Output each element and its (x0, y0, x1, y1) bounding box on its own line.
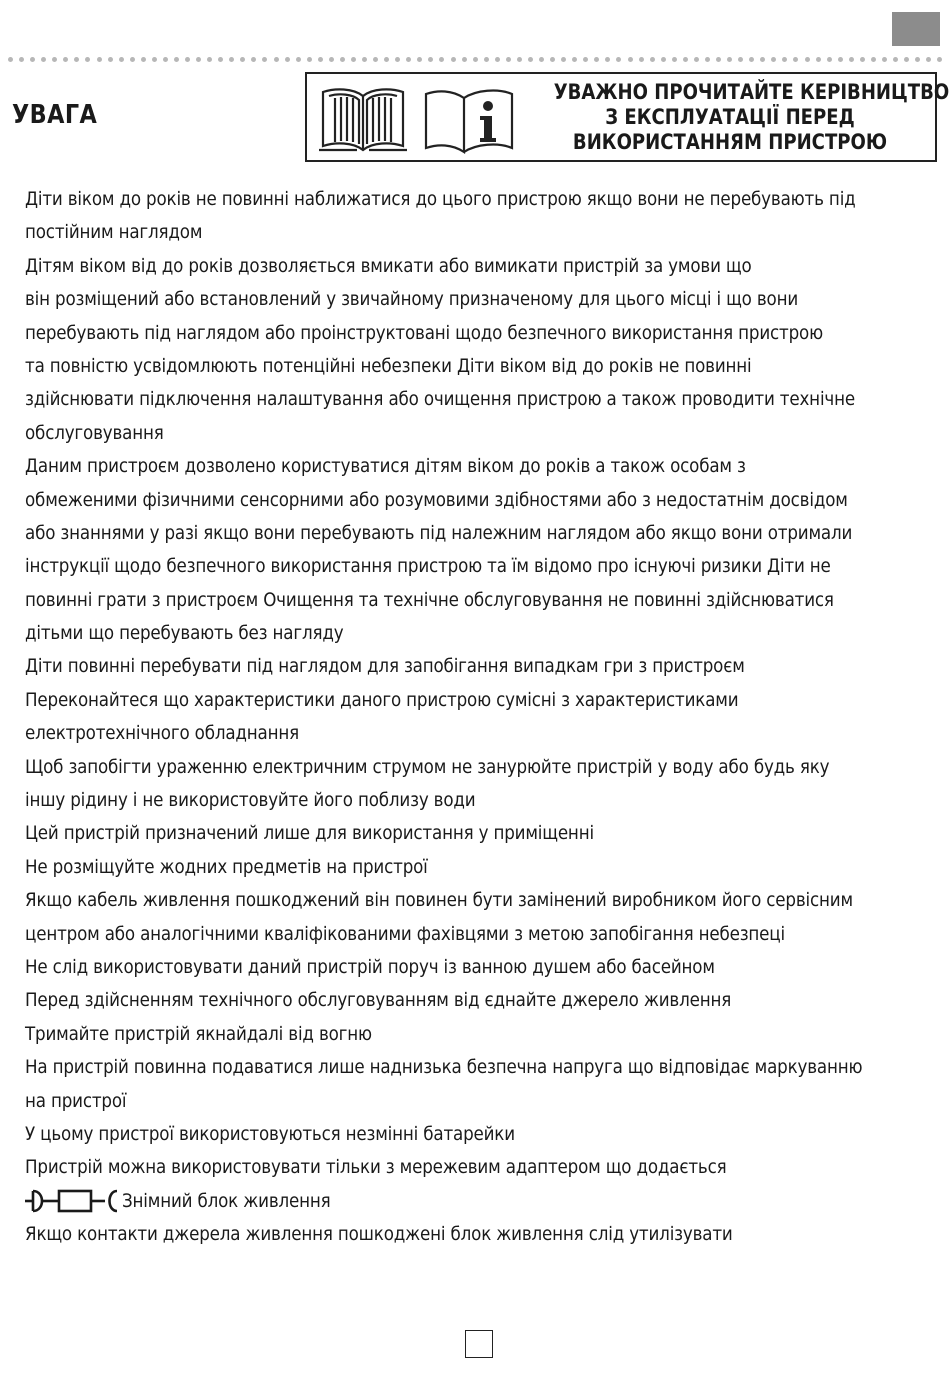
text-line: Не розміщуйте жодних предметів на пристрої (25, 855, 428, 878)
corner-tab (892, 12, 940, 46)
text-line: Пристрій можна використовувати тільки з мережевим адаптером що додається (25, 1156, 727, 1179)
divider-dot (506, 57, 511, 62)
text-line: Якщо контакти джерела живлення пошкоджені блок живлення слід утилізувати (25, 1223, 733, 1246)
divider-dot (296, 57, 301, 62)
divider-dot (539, 57, 544, 62)
warning-heading: УВАГА (12, 100, 98, 130)
text-line: інструкції щодо безпечного використання пристрою та їм відомо про існуючі ризики Діти не (25, 555, 831, 578)
divider-dot (771, 57, 776, 62)
divider-dot (439, 57, 444, 62)
divider-dot (860, 57, 865, 62)
divider-dot (395, 57, 400, 62)
divider-dot (827, 57, 832, 62)
divider-dot (218, 57, 223, 62)
text-line: електротехнічного обладнання (25, 722, 300, 745)
divider-dot (285, 57, 290, 62)
divider-dot (163, 57, 168, 62)
text-line: дітьми що перебувають без нагляду (25, 622, 344, 645)
divider-dot (63, 57, 68, 62)
divider-dot (119, 57, 124, 62)
divider-dot (849, 57, 854, 62)
divider-dot (307, 57, 312, 62)
divider-dot (926, 57, 931, 62)
divider-dot (639, 57, 644, 62)
text-line: обслуговування (25, 421, 164, 444)
divider-dot (495, 57, 500, 62)
divider-dot (97, 57, 102, 62)
notice-line: ВИКОРИСТАННЯМ ПРИСТРОЮ (572, 130, 888, 154)
divider-dot (196, 57, 201, 62)
text-line: іншу рідину і не використовуйте його поблизу води (25, 789, 476, 812)
notice-text (525, 80, 950, 155)
safety-instructions (25, 183, 940, 1252)
divider-dot (893, 57, 898, 62)
divider-dot (628, 57, 633, 62)
divider-dot (373, 57, 378, 62)
text-line: перебувають під наглядом або проінструктовані щодо безпечного використання пристрою (25, 321, 823, 344)
divider-dot (738, 57, 743, 62)
divider-dot (251, 57, 256, 62)
psu-line (25, 1185, 940, 1218)
divider-dot (782, 57, 787, 62)
divider-dot (185, 57, 190, 62)
text-line: та повністю усвідомлюють потенційні небезпеки Діти віком від до років не повинні (25, 354, 752, 377)
divider-dot (318, 57, 323, 62)
notice-line: УВАЖНО ПРОЧИТАЙТЕ КЕРІВНИЦТВО (553, 80, 950, 104)
text-line: або знаннями у разі якщо вони перебувають під належним наглядом або якщо вони отримали (25, 521, 853, 544)
divider-dot (262, 57, 267, 62)
divider-dot (838, 57, 843, 62)
divider-dot (882, 57, 887, 62)
text-line: Дітям віком від до років дозволяється вмикати або вимикати пристрій за умови що (25, 254, 752, 277)
divider-dot (207, 57, 212, 62)
divider-dot (760, 57, 765, 62)
divider-dot (240, 57, 245, 62)
notice-line: З ЕКСПЛУАТАЦІЇ ПЕРЕД (605, 105, 855, 129)
divider-dot (572, 57, 577, 62)
text-line: Діти віком до років не повинні наближатися до цього пристрою якщо вони не перебувають під (25, 188, 856, 210)
divider-dot (915, 57, 920, 62)
divider-dot (329, 57, 334, 62)
text-line: Щоб запобігти ураженню електричним струмом не занурюйте пристрій у воду або будь яку (25, 755, 830, 778)
divider-dot (130, 57, 135, 62)
divider-dot (451, 57, 456, 62)
divider-dot (8, 57, 13, 62)
divider-dot (152, 57, 157, 62)
divider-dot (683, 57, 688, 62)
psu-label: Знімний блок живлення (122, 1189, 331, 1212)
dotted-divider (8, 55, 943, 63)
text-line: У цьому пристрої використовуються незмінні батарейки (25, 1122, 515, 1145)
divider-dot (517, 57, 522, 62)
text-line: Даним пристроєм дозволено користуватися дітям віком до років а також особам з (25, 455, 746, 478)
text-line: Якщо кабель живлення пошкоджений він повинен бути замінений виробником його сервісним (25, 889, 853, 912)
divider-dot (661, 57, 666, 62)
divider-dot (41, 57, 46, 62)
text-line: Цей пристрій призначений лише для використання у приміщенні (25, 822, 594, 845)
divider-dot (74, 57, 79, 62)
detachable-power-supply-icon (25, 1188, 122, 1214)
page-number-box (465, 1330, 493, 1358)
divider-dot (108, 57, 113, 62)
divider-dot (904, 57, 909, 62)
divider-dot (605, 57, 610, 62)
divider-dot (871, 57, 876, 62)
divider-dot (362, 57, 367, 62)
text-line: Перед здійсненням технічного обслуговуванням від єднайте джерело живлення (25, 989, 732, 1012)
divider-dot (616, 57, 621, 62)
divider-dot (805, 57, 810, 62)
text-line: центром або аналогічними кваліфікованими фахівцями з метою запобігання небезпеці (25, 922, 785, 945)
divider-dot (937, 57, 942, 62)
divider-dot (650, 57, 655, 62)
divider-dot (716, 57, 721, 62)
divider-dot (85, 57, 90, 62)
text-line: він розміщений або встановлений у звичайному призначеному для цього місці і що вони (25, 288, 799, 311)
divider-dot (816, 57, 821, 62)
read-manual-notice (305, 72, 950, 162)
divider-dot (174, 57, 179, 62)
divider-dot (19, 57, 24, 62)
text-line: постійним наглядом (25, 221, 203, 244)
text-line: Переконайтеся що характеристики даного пристрою сумісні з характеристиками (25, 688, 739, 711)
divider-dot (141, 57, 146, 62)
divider-dot (793, 57, 798, 62)
text-line: На пристрій повинна подаватися лише наднизька безпечна напруга що відповідає маркуванню (25, 1056, 863, 1079)
text-line: обмеженими фізичними сенсорними або розумовими здібностями або з недостатнім досвідом (25, 488, 848, 511)
divider-dot (749, 57, 754, 62)
divider-dot (705, 57, 710, 62)
text-line: Діти повинні перебувати під наглядом для запобігання випадкам гри з пристроєм (25, 655, 745, 678)
divider-dot (229, 57, 234, 62)
divider-dot (274, 57, 279, 62)
divider-dot (672, 57, 677, 62)
divider-dot (583, 57, 588, 62)
divider-dot (473, 57, 478, 62)
divider-dot (406, 57, 411, 62)
open-book-icon (317, 84, 409, 154)
divider-dot (351, 57, 356, 62)
text-line: Тримайте пристрій якнайдалі від вогню (25, 1022, 372, 1045)
divider-dot (727, 57, 732, 62)
divider-dot (561, 57, 566, 62)
divider-dot (30, 57, 35, 62)
divider-dot (462, 57, 467, 62)
divider-dot (594, 57, 599, 62)
divider-dot (528, 57, 533, 62)
divider-dot (550, 57, 555, 62)
divider-dot (484, 57, 489, 62)
text-line: здійснювати підключення налаштування або очищення пристрою а також проводити технічне (25, 388, 855, 411)
divider-dot (417, 57, 422, 62)
divider-dot (428, 57, 433, 62)
divider-dot (52, 57, 57, 62)
info-manual-icon (422, 84, 516, 154)
divider-dot (694, 57, 699, 62)
text-line: на пристрої (25, 1089, 127, 1112)
divider-dot (384, 57, 389, 62)
divider-dot (340, 57, 345, 62)
text-line: Не слід використовувати даний пристрій поруч із ванною душем або басейном (25, 955, 715, 978)
text-line: повинні грати з пристроєм Очищення та технічне обслуговування не повинні здійснюватися (25, 588, 834, 611)
